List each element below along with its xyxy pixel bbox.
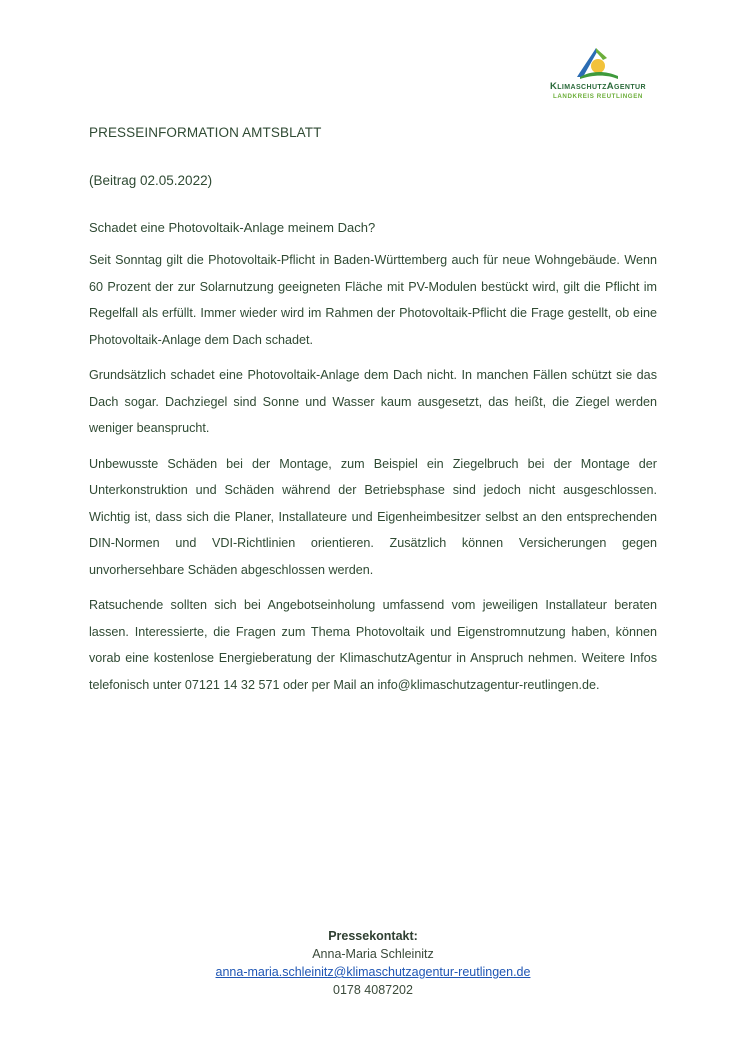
contact-phone: 0178 4087202 — [333, 983, 413, 997]
logo-title: KlimaschutzAgentur — [550, 81, 646, 92]
article-body — [89, 247, 657, 707]
organization-logo — [536, 46, 660, 104]
article-paragraph: Ratsuchende sollten sich bei Angebotseinholung umfassend vom jeweiligen Installateur beraten lassen. Interessierte, die Fragen zum Thema Photovoltaik und Eigenstromnutzung haben, können vorab eine kostenlose Energieberatung der KlimaschutzAgentur in Anspruch nehmen. Weitere Infos telefonisch unter 07121 14 32 571 oder per Mail an info@klimaschutzagentur-reutlingen.de. — [89, 598, 657, 692]
contact-name: Anna-Maria Schleinitz — [312, 947, 434, 961]
press-header-label: PRESSEINFORMATION AMTSBLATT — [89, 125, 322, 140]
article-paragraph: Seit Sonntag gilt die Photovoltaik-Pflicht in Baden-Württemberg auch für neue Wohngebäude. Wenn 60 Prozent der zur Solarnutzung geeigneten Fläche mit PV-Modulen bestückt wird, gilt die Pflicht im Regelfall als erfüllt. Immer wieder wird im Rahmen der Photovoltaik-Pflicht die Frage gestellt, ob eine Photovoltaik-Anlage dem Dach schadet. — [89, 253, 657, 347]
logo-subtitle: LANDKREIS REUTLINGEN — [552, 93, 644, 100]
triangle-logo-icon — [574, 46, 620, 80]
article-title: Schadet eine Photovoltaik-Anlage meinem Dach? — [89, 220, 376, 235]
contact-heading: Pressekontakt: — [328, 929, 418, 943]
press-contact-block — [0, 927, 746, 999]
contact-email-link[interactable]: anna-maria.schleinitz@klimaschutzagentur-reutlingen.de — [215, 965, 531, 979]
article-paragraph: Grundsätzlich schadet eine Photovoltaik-Anlage dem Dach nicht. In manchen Fällen schützt sie das Dach sogar. Dachziegel sind Sonne und Wasser kaum ausgesetzt, das heißt, die Ziegel werden weniger beansprucht. — [89, 368, 657, 435]
article-paragraph: Unbewusste Schäden bei der Montage, zum Beispiel ein Ziegelbruch bei der Montage der Unterkonstruktion und Schäden während der Betriebsphase sind jedoch nicht ausgeschlossen. Wichtig ist, dass sich die Planer, Installateure und Eigenheimbesitzer selbst an den entsprechenden DIN-Normen und VDI-Richtlinien orientieren. Zusätzlich können Versicherungen gegen unvorhersehbare Schäden abgeschlossen werden. — [89, 456, 657, 577]
article-date: (Beitrag 02.05.2022) — [89, 173, 213, 188]
